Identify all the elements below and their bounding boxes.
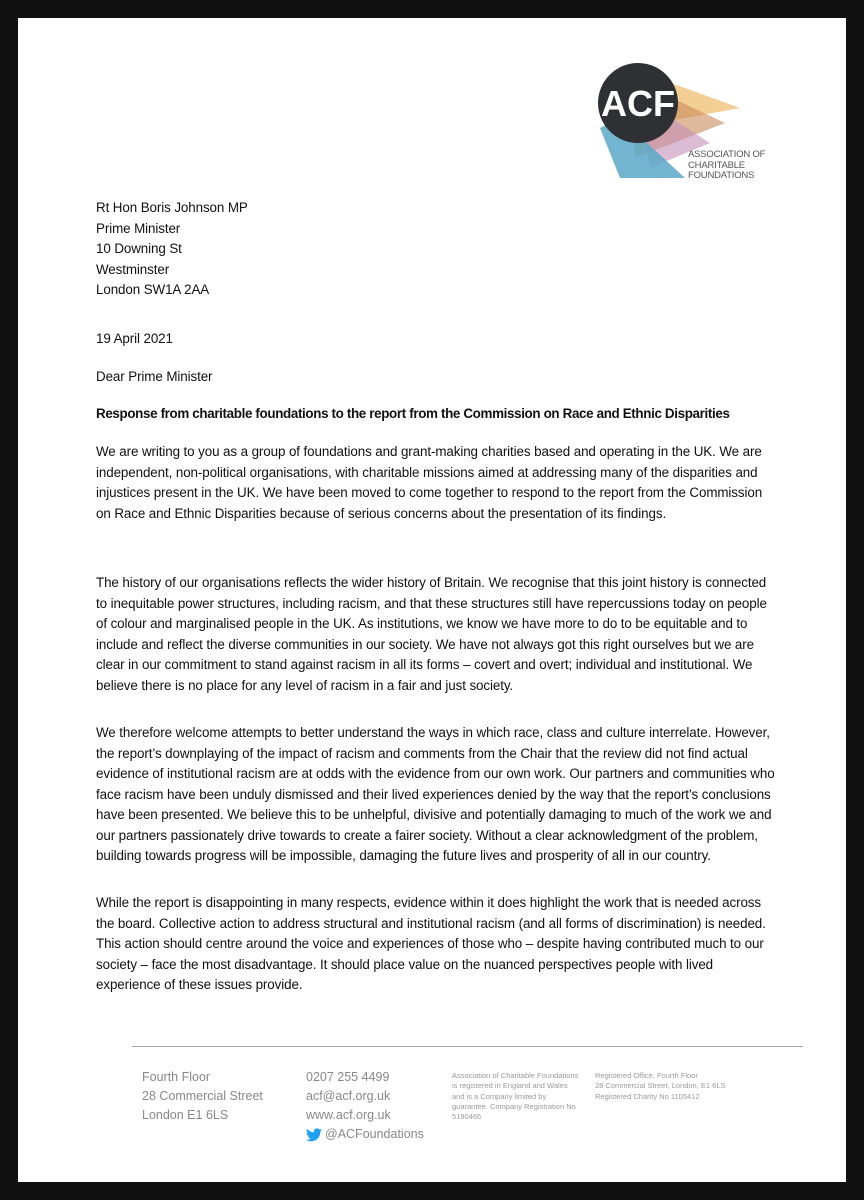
footer-registered-office: Registered Office: Fourth Floor 28 Commercial Street, London, E1 6LS Registered Charity No 1105412 — [595, 1071, 726, 1101]
footer-contact — [306, 1068, 424, 1144]
footer-divider — [132, 1046, 803, 1047]
footer-phone: 0207 255 4499 — [306, 1070, 390, 1084]
svg-text:ACF: ACF — [601, 83, 675, 124]
footer-twitter[interactable]: @ACFoundations — [306, 1125, 424, 1144]
paragraph-2: The history of our organisations reflects the wider history of Britain. We recognise that this joint history is connected to inequitable power structures, including racism, and that these structures still have repercussions today on people of colour and marginalised people in the UK. As institutions, we know we have more to do to be equitable and to include and reflect the diverse communities in our society. We have not always got this right ourselves but we are clear in our commitment to stand against racism in all its forms – covert and overt; individual and institutional. We believe there is no place for any level of racism in a fair and just society. — [96, 575, 767, 693]
footer-address: Fourth Floor 28 Commercial Street London E1 6LS — [142, 1070, 263, 1122]
paragraph-4: While the report is disappointing in many respects, evidence within it does highlight the work that is needed across the board. Collective action to address structural and institutional racism (and all forms of discrimination) is needed. This action should centre around the voice and experiences of those who – despite having contributed much to our society – face the most disadvantage. It should place value on the nuanced perspectives people with lived experience of these issues provide. — [96, 895, 766, 992]
footer-website[interactable]: www.acf.org.uk — [306, 1108, 391, 1122]
logo-org-name: ASSOCIATION OF CHARITABLE FOUNDATIONS — [688, 149, 766, 181]
letter-date: 19 April 2021 — [96, 331, 173, 346]
paragraph-3: We therefore welcome attempts to better understand the ways in which race, class and culture interrelate. However, the report’s downplaying of the impact of racism and comments from the Chair that the review did not find actual evidence of institutional racism are at odds with the evidence from our own work. Our partners and communities who face racism have been unduly dismissed and their lived experiences denied by the way that the report’s conclusions have been presented. We believe this to be unhelpful, divisive and potentially damaging to much of the work we and our partners passionately drive towards to create a fairer society. Without a clear acknowledgment of the problem, building towards progress will be impossible, damaging the future lives and prosperity of all in our country. — [96, 725, 775, 863]
salutation: Dear Prime Minister — [96, 369, 213, 384]
twitter-icon — [306, 1128, 322, 1142]
paragraph-1: We are writing to you as a group of foundations and grant-making charities based and operating in the UK. We are independent, non-political organisations, with charitable missions aimed at addressing many of the disparities and injustices present in the UK. We have been moved to come together to respond to the report from the Commission on Race and Ethnic Disparities because of serious concerns about the presentation of its findings. — [96, 444, 763, 521]
subject-heading: Response from charitable foundations to the report from the Commission on Race and Ethnic Disparities — [96, 406, 730, 421]
footer-legal: Association of Charitable Foundations is registered in England and Wales and is a Company limited by guarantee. Company Registration No 5190466 — [452, 1071, 579, 1122]
footer-email[interactable]: acf@acf.org.uk — [306, 1089, 391, 1103]
recipient-address: Rt Hon Boris Johnson MP Prime Minister 10 Downing St Westminster London SW1A 2AA — [96, 200, 248, 297]
